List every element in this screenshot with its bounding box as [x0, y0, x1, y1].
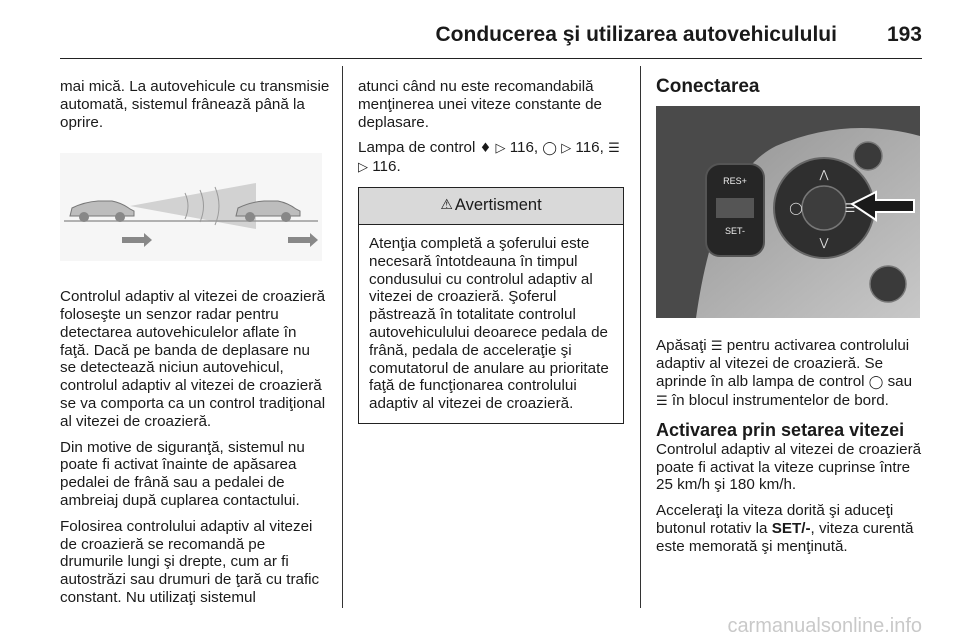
- paragraph: Folosirea controlului adaptiv al vitezei de croazieră se recomandă pe drumurile lungi şi drepte, cum ar fi autostrăzi sau drumuri de ţară cu trafic constant. Nu utilizaţi sistemul: [60, 517, 320, 606]
- page-ref-icon: ▷: [358, 160, 368, 176]
- page-header: [60, 18, 922, 52]
- warning-body: Atenţia completă a şoferului este necesară întotdeauna în timpul condusului cu controlul adaptiv al vitezei de croazieră. Şoferul păstrează în totalitate controlul autovehiculului deoarece pedala de frână, pedala de acceleraţie şi comutatorul de anulare au prioritate faţă de funcţionarea controlului adaptiv al vitezei de croazieră.: [369, 234, 609, 413]
- column-divider-2: [640, 66, 641, 608]
- warning-box: [358, 187, 624, 424]
- text: sau: [887, 373, 913, 391]
- text: în blocul instrumentelor de bord.: [671, 391, 889, 409]
- column-2: [358, 78, 626, 424]
- radar-illustration: [60, 153, 322, 261]
- watermark: carmanualsonline.info: [727, 615, 922, 637]
- column-1: [60, 78, 330, 615]
- car-ahead-icon: ♦: [479, 141, 492, 157]
- set-button-label: SET/-: [771, 519, 811, 537]
- set-label: SET-: [724, 225, 746, 236]
- radar-beam: [130, 183, 256, 229]
- cruise-control-icon: ◯: [868, 375, 884, 391]
- section-heading: Conectarea: [656, 76, 760, 97]
- cruise-control-icon: ◯: [542, 141, 557, 157]
- page-ref-icon: ▷: [561, 141, 572, 157]
- paragraph: atunci când nu este recomandabilă menţinerea unei viteze constante de deplasare.: [358, 78, 603, 131]
- set-speed-paragraph: [656, 502, 924, 555]
- paragraph: Controlul adaptiv al vitezei de croazieră poate fi activat la viteze cuprinse între 25 km/h şi 180 km/h.: [656, 440, 922, 494]
- rear-car-icon: [70, 201, 134, 222]
- activation-paragraph: [656, 337, 924, 411]
- arrow-right-icon: [122, 233, 152, 247]
- adaptive-cruise-icon: ☰: [608, 141, 620, 157]
- svg-text:⋀: ⋀: [819, 167, 829, 181]
- paragraph: mai mică. La autovehicule cu transmisie automată, sistemul frânează până la oprire.: [60, 78, 330, 131]
- warning-title: Avertisment: [454, 196, 542, 215]
- adaptive-cruise-icon: ☰: [710, 338, 723, 354]
- control-lamp-paragraph: [358, 139, 626, 177]
- column-3: [656, 78, 924, 564]
- lamp-label: Lampa de control: [358, 139, 476, 157]
- page-ref-icon: ▷: [495, 141, 506, 157]
- text: Apăsaţi: [656, 336, 707, 354]
- section-heading: Activarea prin setarea vitezei: [656, 419, 905, 440]
- paragraph: Din motive de siguranţă, sistemul nu poate fi activat înainte de apăsarea pedalei de frână sau a pedalei de ambreiaj după cuplarea contactului.: [60, 438, 305, 509]
- text: Acceleraţi la viteza dorită şi aduceţi butonul rotativ la: [656, 502, 894, 537]
- adaptive-cruise-icon: ☰: [656, 393, 668, 409]
- header-rule: [60, 58, 922, 59]
- page-ref: 116,: [509, 139, 539, 157]
- svg-text:⋁: ⋁: [819, 235, 829, 249]
- svg-text:◯: ◯: [789, 200, 803, 215]
- arrow-right-icon: [288, 233, 318, 247]
- paragraph: Controlul adaptiv al vitezei de croazieră foloseşte un senzor radar pentru detectarea autovehiculelor aflate în faţă. Dacă pe banda de deplasare nu se detectează niciun autovehicul, controlul adaptiv al vitezei de croazieră se va comporta ca un control tradiţional al vitezei de croazieră.: [60, 288, 326, 430]
- res-label: RES+: [723, 175, 747, 186]
- warning-header: [359, 188, 623, 225]
- steering-wheel-controls-photo: [656, 106, 920, 318]
- svg-text:☰: ☰: [844, 200, 856, 215]
- page-number: 193: [886, 23, 922, 46]
- warning-icon: ⚠: [440, 197, 453, 214]
- page-title: Conducerea şi utilizarea autovehiculului: [435, 23, 837, 46]
- text: , viteza curentă este memorată şi menţinută.: [656, 519, 914, 555]
- text: pentru activarea controlului adaptiv al vitezei de croazieră. Se aprinde în alb lampa de control: [656, 336, 910, 391]
- page-ref: 116.: [372, 158, 401, 176]
- page-ref: 116,: [575, 139, 604, 157]
- column-divider-1: [342, 66, 343, 608]
- cancel-button-shape: [870, 266, 906, 302]
